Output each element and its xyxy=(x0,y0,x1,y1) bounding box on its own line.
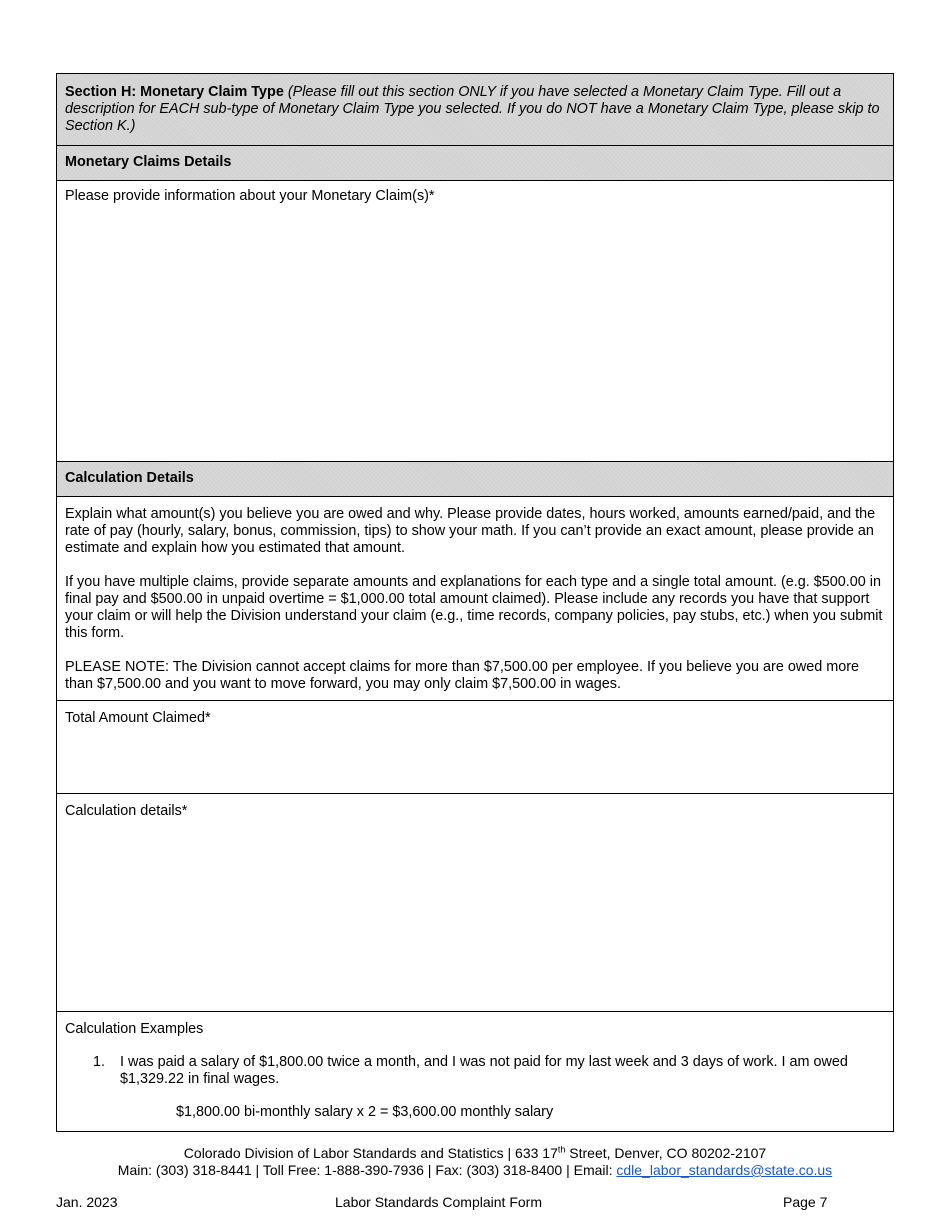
monetary-claim-form xyxy=(56,73,894,1132)
section-h-instructions: (Please fill out this section ONLY if you have selected a Monetary Claim Type. Fill out a description for EACH sub-type of Monetary Claim Type you selected. If you do NOT have a Monetary Claim Type, please skip to Section K.) xyxy=(65,84,880,134)
calculation-paragraph-3: PLEASE NOTE: The Division cannot accept claims for more than $7,500.00 per employee. If you believe you are owed more than $7,500.00 and you want to move forward, you may only claim $7,500.00 in wages. xyxy=(65,659,860,692)
calculation-instructions xyxy=(57,497,893,701)
page-number: Page 7 xyxy=(783,1194,828,1210)
section-h-title: Section H: Monetary Claim Type xyxy=(65,84,284,100)
monetary-claim-field[interactable] xyxy=(57,181,893,462)
total-amount-field[interactable] xyxy=(57,701,893,794)
email-link[interactable]: cdle_labor_standards@state.co.us xyxy=(616,1162,833,1178)
monetary-claim-label: Please provide information about your Monetary Claim(s)* xyxy=(65,188,435,204)
footer-date: Jan. 2023 xyxy=(56,1194,118,1210)
total-amount-label: Total Amount Claimed* xyxy=(65,710,211,726)
footer-contact-text: Main: (303) 318-8441 | Toll Free: 1-888-390-7936 | Fax: (303) 318-8400 | Email: xyxy=(117,1162,617,1178)
calculation-details-header: Calculation Details xyxy=(57,462,893,497)
example-calculation: $1,800.00 bi-monthly salary x 2 = $3,600.00 monthly salary xyxy=(176,1104,554,1120)
footer-address xyxy=(0,1145,950,1162)
list-item xyxy=(93,1054,885,1088)
examples-header: Calculation Examples xyxy=(65,1021,204,1037)
footer-address-start: Colorado Division of Labor Standards and Statistics | 633 17 xyxy=(183,1145,558,1161)
footer-form-name: Labor Standards Complaint Form xyxy=(335,1194,542,1210)
calculation-paragraph-2: If you have multiple claims, provide separate amounts and explanations for each type and a single total amount. (e.g. $500.00 in final pay and $500.00 in unpaid overtime = $1,000.00 total amount claimed). Please include any records you have that support your claim or will help the Division understand your claim (e.g., time records, company policies, pay stubs, etc.) when you submit this form. xyxy=(65,574,883,641)
calculation-details-label: Calculation details* xyxy=(65,803,188,819)
calculation-details-field[interactable] xyxy=(57,794,893,1012)
monetary-claims-details-header: Monetary Claims Details xyxy=(57,146,893,181)
calculation-examples xyxy=(57,1012,893,1131)
calculation-paragraph-1: Explain what amount(s) you believe you are owed and why. Please provide dates, hours worked, amounts earned/paid, and the rate of pay (hourly, salary, bonus, commission, tips) to show your math. If you can’t provide an exact amount, please provide an estimate and explain how you estimated that amount. xyxy=(65,506,876,556)
list-item-number: 1. xyxy=(93,1054,106,1070)
section-h-header xyxy=(57,74,893,146)
footer-address-sup: th xyxy=(557,1144,566,1155)
list-item-text: I was paid a salary of $1,800.00 twice a month, and I was not paid for my last week and 3 days of work. I am owed $1,329.22 in final wages. xyxy=(120,1054,848,1087)
footer-address-end: Street, Denver, CO 80202-2107 xyxy=(565,1145,767,1161)
footer-contact xyxy=(0,1162,950,1179)
